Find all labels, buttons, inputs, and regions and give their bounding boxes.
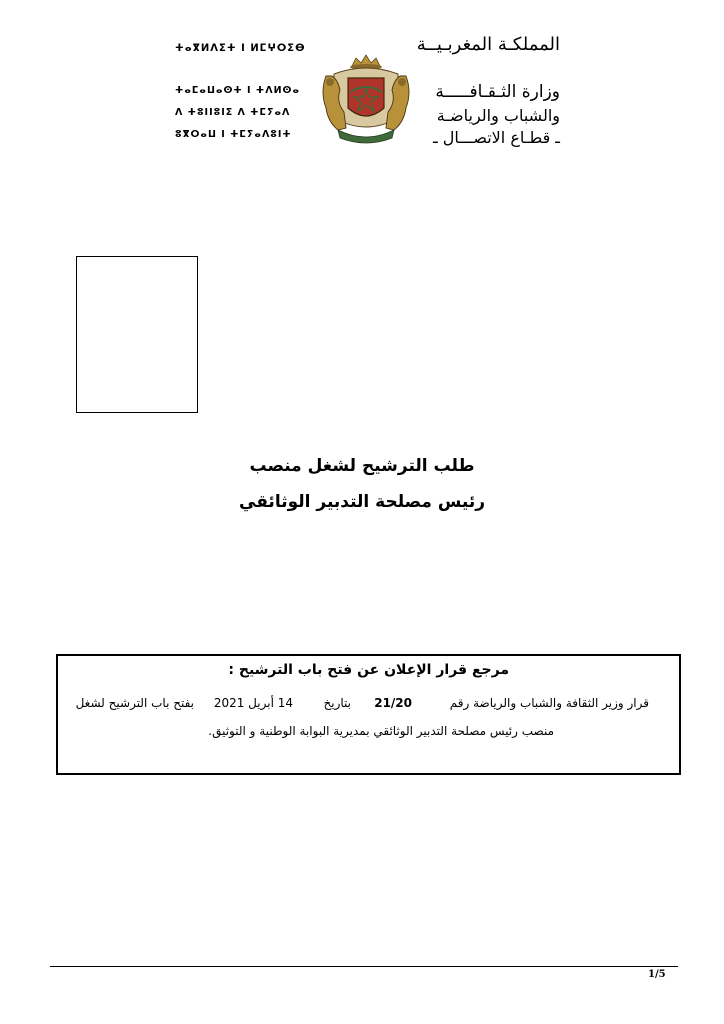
page-number: 1/5 xyxy=(648,969,666,980)
header-tifinagh-line-3: ⴷ ⵜⵓⵏⵏⵓⵏⵉ ⴷ ⵜⵎⵢⴰⴷ xyxy=(175,107,291,118)
reference-line-1-part-3: بفتح باب الترشيح لشغل xyxy=(75,696,194,710)
header-tifinagh-line-4: ⵓⴳⵔⴰⵡ ⵏ ⵜⵎⵢⴰⴷⵓⵏⵜ xyxy=(175,129,292,140)
reference-line-1-part-1: قرار وزير الثقافة والشباب والرياضة رقم xyxy=(449,696,649,710)
footer-divider xyxy=(50,966,678,967)
header-tifinagh-line-1: ⵜⴰⴳⵍⴷⵉⵜ ⵏ ⵍⵎⵖⵔⵉⴱ xyxy=(175,43,306,54)
decision-date: 14 أبريل 2021 xyxy=(213,696,293,710)
header-arabic-line-3: والشباب والرياضـة xyxy=(436,106,560,125)
reference-line-2: منصب رئيس مصلحة التدبير الوثائقي بمديرية البوابة الوطنية و التوثيق. xyxy=(208,724,554,738)
reference-box xyxy=(56,654,681,775)
document-title-line-1: طلب الترشيح لشغل منصب xyxy=(249,456,475,476)
reference-heading: مرجع قرار الإعلان عن فتح باب الترشيح : xyxy=(228,662,509,678)
photo-placeholder-box xyxy=(76,256,198,413)
header-arabic-line-4: ـ قطـاع الاتصـــال ـ xyxy=(433,128,560,147)
header-tifinagh-line-2: ⵜⴰⵎⴰⵡⴰⵙⵜ ⵏ ⵜⴷⵍⵙⴰ xyxy=(175,85,301,96)
document-title-line-2: رئيس مصلحة التدبير الوثائقي xyxy=(239,492,485,512)
decision-number: 21/20 xyxy=(374,696,412,710)
moroccan-coat-of-arms-emblem xyxy=(318,52,414,144)
reference-line-1-part-2: بتاريخ xyxy=(323,696,351,710)
header-arabic-line-1: المملكـة المغربـيــة xyxy=(416,34,560,55)
header-arabic-line-2: وزارة الثـقـافـــــة xyxy=(435,82,560,102)
